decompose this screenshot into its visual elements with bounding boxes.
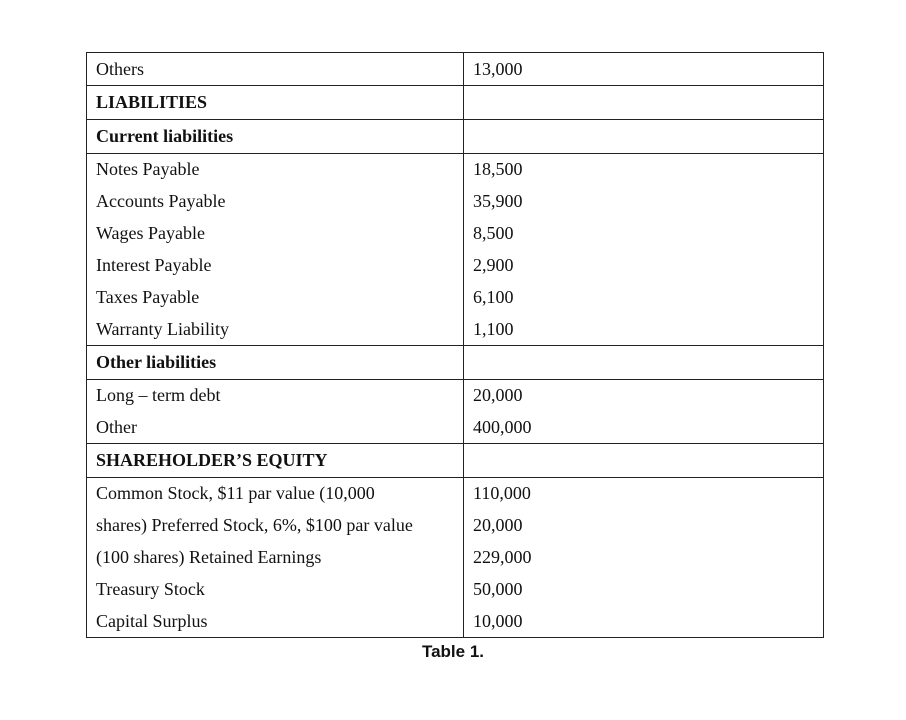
row-label: shares) Preferred Stock, 6%, $100 par value bbox=[87, 509, 464, 541]
row-value: 20,000 bbox=[473, 385, 523, 405]
row-label: Notes Payable bbox=[87, 154, 464, 185]
row-label: Interest Payable bbox=[87, 249, 464, 281]
row-label: Taxes Payable bbox=[87, 281, 464, 313]
row-value bbox=[464, 444, 823, 477]
row-value: 8,500 bbox=[473, 222, 514, 243]
table-row bbox=[87, 281, 823, 313]
row-value: 35,900 bbox=[473, 190, 523, 211]
row-value bbox=[464, 120, 823, 153]
row-label: Capital Surplus bbox=[87, 605, 464, 637]
subsection-heading: Current liabilities bbox=[87, 120, 464, 153]
row-label: Accounts Payable bbox=[87, 185, 464, 217]
table-row bbox=[87, 411, 823, 443]
row-label: Other bbox=[87, 411, 464, 443]
table-row bbox=[87, 379, 823, 411]
row-label: Wages Payable bbox=[87, 217, 464, 249]
row-label: Long – term debt bbox=[87, 380, 464, 411]
table-row bbox=[87, 573, 823, 605]
row-label: Common Stock, $11 par value (10,000 bbox=[87, 478, 464, 509]
table-caption: Table 1. bbox=[421, 642, 485, 661]
table-row bbox=[87, 217, 823, 249]
balance-sheet-table bbox=[86, 52, 824, 638]
table-row bbox=[87, 119, 823, 153]
row-value bbox=[464, 346, 823, 379]
row-value: 20,000 bbox=[473, 514, 523, 535]
table-row bbox=[87, 605, 823, 637]
subsection-heading: Other liabilities bbox=[87, 346, 464, 379]
table-row bbox=[87, 345, 823, 379]
row-value: 2,900 bbox=[473, 254, 514, 275]
row-label: (100 shares) Retained Earnings bbox=[87, 541, 464, 573]
table-row bbox=[87, 313, 823, 345]
section-heading: LIABILITIES bbox=[87, 86, 464, 119]
table-row bbox=[87, 541, 823, 573]
table-row bbox=[87, 249, 823, 281]
table-row bbox=[87, 185, 823, 217]
table-row bbox=[87, 85, 823, 119]
row-value bbox=[464, 86, 823, 119]
row-value: 110,000 bbox=[473, 483, 531, 503]
row-value: 10,000 bbox=[473, 610, 523, 631]
row-value: 400,000 bbox=[473, 416, 532, 437]
row-value: 13,000 bbox=[473, 58, 523, 79]
table-row bbox=[87, 443, 823, 477]
row-label: Others bbox=[87, 53, 464, 85]
table-row bbox=[87, 509, 823, 541]
table-row bbox=[87, 53, 823, 85]
table-row bbox=[87, 477, 823, 509]
row-label: Treasury Stock bbox=[87, 573, 464, 605]
row-value: 18,500 bbox=[473, 159, 523, 179]
row-value: 229,000 bbox=[473, 546, 532, 567]
row-value: 50,000 bbox=[473, 578, 523, 599]
row-value: 6,100 bbox=[473, 286, 514, 307]
row-value: 1,100 bbox=[473, 318, 514, 339]
row-label: Warranty Liability bbox=[87, 313, 464, 345]
section-heading: SHAREHOLDER’S EQUITY bbox=[87, 444, 464, 477]
table-row bbox=[87, 153, 823, 185]
